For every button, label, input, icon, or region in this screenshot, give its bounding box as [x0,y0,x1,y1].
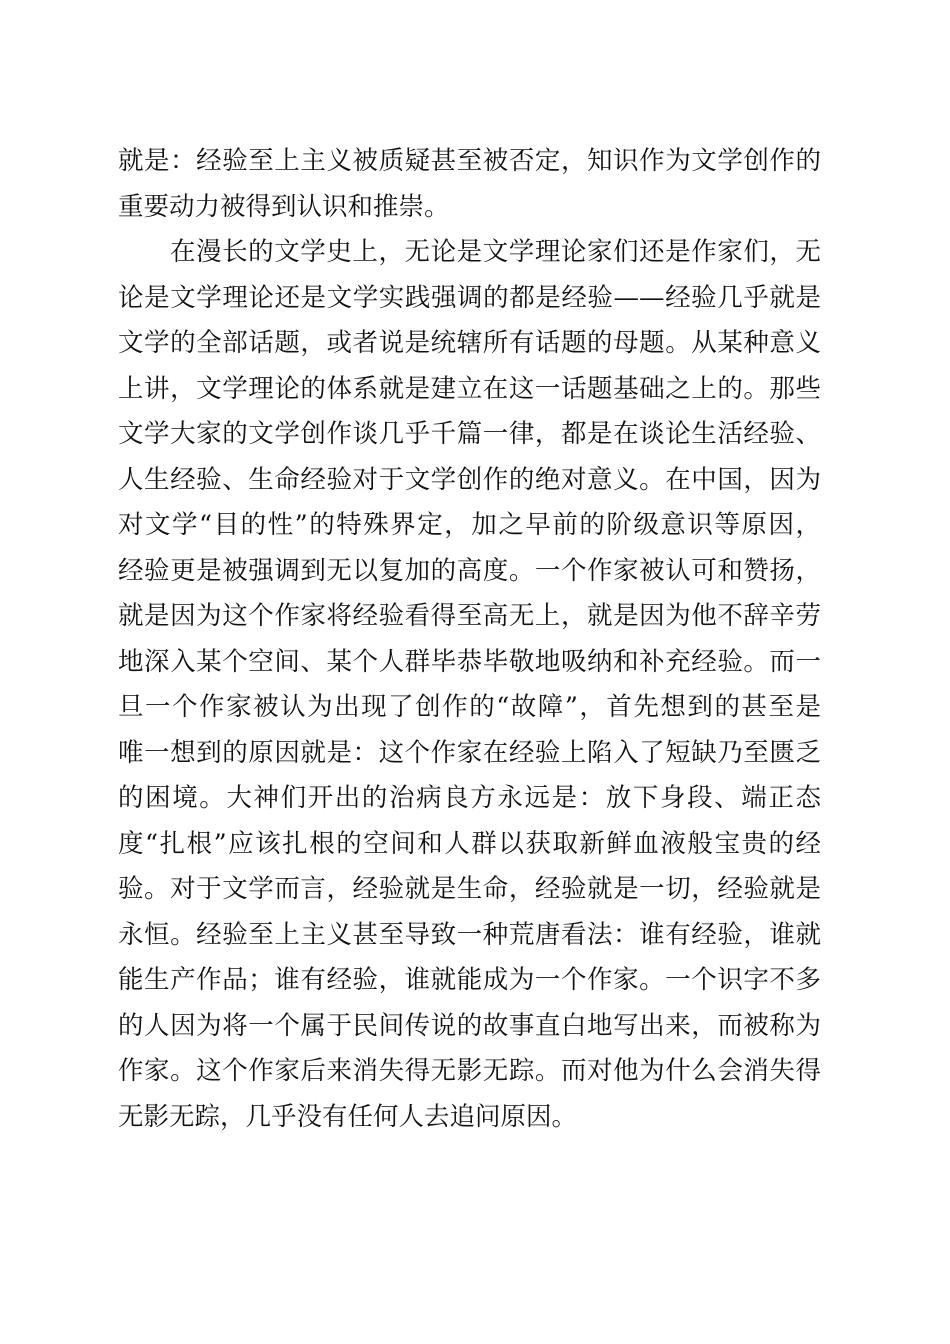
text-line: 对文学“目的性”的特殊界定，加之早前的阶级意识等原因， [118,510,821,540]
text-line: 能生产作品；谁有经验，谁就能成为一个作家。一个识字不多 [118,965,821,995]
text-line: 无影无踪，几乎没有任何人去追问原因。 [118,1101,578,1132]
text-line: 唯一想到的原因就是：这个作家在经验上陷入了短缺乃至匮乏 [118,737,821,768]
text-line: 作家。这个作家后来消失得无影无踪。而对他为什么会消失得 [118,1056,821,1086]
text-line: 验。对于文学而言，经验就是生命，经验就是一切，经验就是 [118,874,821,904]
text-line: 经验更是被强调到无以复加的高度。一个作家被认可和赞扬， [118,555,821,586]
text-line: 上讲，文学理论的体系就是建立在这一话题基础之上的。那些 [118,373,821,404]
text-line: 在漫长的文学史上，无论是文学理论家们还是作家们，无 [170,237,821,267]
text-line: 就是：经验至上主义被质疑甚至被否定，知识作为文学创作的 [118,146,821,176]
text-line: 人生经验、生命经验对于文学创作的绝对意义。在中国，因为 [118,464,821,495]
text-line: 的困境。大神们开出的治病良方永远是：放下身段、端正态 [118,783,821,813]
text-line: 文学的全部话题，或者说是统辖所有话题的母题。从某种意义 [118,328,821,358]
text-line: 论是文学理论还是文学实践强调的都是经验——经验几乎就是 [118,282,821,313]
text-line: 永恒。经验至上主义甚至导致一种荒唐看法：谁有经验，谁就 [118,919,821,950]
text-line: 旦一个作家被认为出现了创作的“故障”，首先想到的甚至是 [118,692,821,722]
text-line: 就是因为这个作家将经验看得至高无上，就是因为他不辞辛劳 [118,601,821,631]
text-line: 文学大家的文学创作谈几乎千篇一律，都是在谈论生活经验、 [118,419,821,449]
document-page [118,139,821,1140]
text-line: 重要动力被得到认识和推崇。 [118,191,450,222]
text-line: 度“扎根”应该扎根的空间和人群以获取新鲜血液般宝贵的经 [118,828,821,859]
text-line: 地深入某个空间、某个人群毕恭毕敬地吸纳和补充经验。而一 [118,646,821,677]
text-line: 的人因为将一个属于民间传说的故事直白地写出来，而被称为 [118,1010,821,1041]
